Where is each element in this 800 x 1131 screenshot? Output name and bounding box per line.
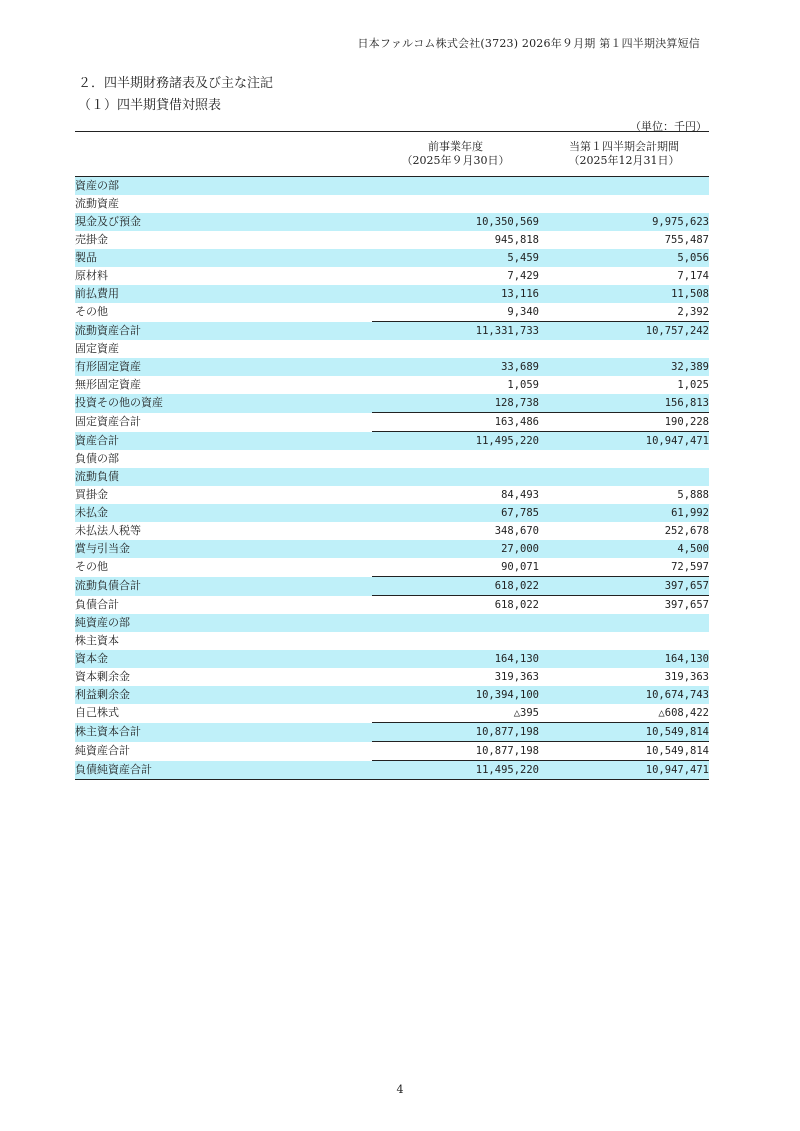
row-label: 流動負債合計 (75, 577, 372, 596)
value-curr: 7,174 (677, 270, 709, 282)
value-curr (539, 195, 709, 213)
table-row (75, 468, 709, 486)
value-prev: 945,818 (494, 234, 539, 246)
table-row (75, 486, 709, 504)
table-row (75, 650, 709, 668)
row-label: 未払金 (75, 504, 372, 522)
table-row (75, 195, 709, 213)
value-curr: △608,422 (658, 707, 709, 719)
row-label: 利益剰余金 (75, 686, 372, 704)
table-row (75, 504, 709, 522)
value-prev (372, 340, 539, 358)
row-label: 負債合計 (75, 597, 119, 611)
value-curr: 164,130 (539, 650, 709, 668)
table-row (75, 249, 709, 267)
value-prev (372, 450, 539, 468)
value-prev: 11,495,220 (372, 761, 539, 780)
unit-label: （単位：千円） (630, 120, 707, 133)
row-label: 負債純資産合計 (75, 761, 372, 780)
value-prev: 10,394,100 (372, 686, 539, 704)
table-row (75, 704, 709, 723)
table-row (75, 522, 709, 540)
value-curr: 32,389 (539, 358, 709, 376)
table-row (75, 231, 709, 249)
value-prev (372, 614, 539, 632)
value-curr (539, 632, 709, 650)
column-date-prev: （2025年９月30日） (401, 154, 510, 167)
value-curr (539, 177, 709, 196)
table-row (75, 450, 709, 468)
value-curr: 10,947,471 (539, 761, 709, 780)
page-number: 4 (396, 1083, 404, 1096)
row-label: 流動資産合計 (75, 322, 372, 341)
value-prev: 13,116 (372, 285, 539, 303)
column-date-curr: （2025年12月31日） (568, 154, 680, 167)
value-curr: 10,674,743 (539, 686, 709, 704)
value-curr (539, 340, 709, 358)
table-row (75, 742, 709, 761)
value-curr: 10,757,242 (539, 322, 709, 341)
value-prev: 84,493 (501, 489, 539, 501)
value-curr: 397,657 (539, 596, 709, 615)
subsection-title: （１）四半期貸借対照表 (78, 98, 222, 113)
row-label: 固定資産合計 (75, 415, 141, 428)
table-row (75, 177, 709, 196)
document-header: 日本ファルコム株式会社(3723) 2026年９月期 第１四半期決算短信 (357, 37, 700, 50)
row-label: 負債の部 (75, 452, 119, 465)
row-label: 未払法人税等 (75, 524, 141, 537)
value-curr: 397,657 (539, 577, 709, 596)
value-prev: 618,022 (372, 577, 539, 596)
row-label: 株主資本合計 (75, 723, 372, 742)
row-label: 固定資産 (75, 342, 119, 355)
row-label: 資産の部 (75, 177, 372, 196)
value-prev: 348,670 (494, 525, 539, 537)
row-label: 無形固定資産 (75, 378, 141, 391)
column-title-curr: 当第１四半期会計期間 (569, 140, 679, 153)
value-prev (372, 632, 539, 650)
value-curr: 755,487 (664, 234, 709, 246)
row-label: 買掛金 (75, 488, 108, 501)
table-row (75, 761, 709, 780)
value-prev: 5,459 (372, 249, 539, 267)
table-row (75, 340, 709, 358)
value-prev: 33,689 (372, 358, 539, 376)
row-label: その他 (75, 305, 108, 319)
value-curr: 11,508 (539, 285, 709, 303)
row-label: 純資産の部 (75, 614, 372, 632)
table-row (75, 686, 709, 704)
row-label: 資産合計 (75, 432, 372, 451)
row-label: 製品 (75, 249, 372, 267)
table-row (75, 596, 709, 615)
value-prev: 27,000 (372, 540, 539, 558)
row-label: 売掛金 (75, 233, 108, 246)
value-prev: 9,340 (507, 306, 539, 318)
value-curr: 5,888 (677, 489, 709, 501)
value-curr (539, 468, 709, 486)
value-curr: 61,992 (539, 504, 709, 522)
value-prev: 1,059 (507, 379, 539, 391)
table-row (75, 358, 709, 376)
row-label: 資本剰余金 (75, 670, 130, 683)
column-title-prev: 前事業年度 (428, 140, 483, 153)
value-prev: 10,877,198 (372, 723, 539, 742)
table-row (75, 577, 709, 596)
table-row (75, 723, 709, 742)
row-label: 賞与引当金 (75, 540, 372, 558)
value-prev: △395 (513, 707, 539, 719)
value-prev: 164,130 (372, 650, 539, 668)
row-label: 前払費用 (75, 285, 372, 303)
section-title: ２．四半期財務諸表及び主な注記 (78, 76, 274, 91)
column-header-prev (372, 132, 539, 177)
table-row (75, 540, 709, 558)
value-curr: 10,947,471 (539, 432, 709, 451)
value-curr: 9,975,623 (539, 213, 709, 231)
table-row (75, 376, 709, 394)
table-row (75, 558, 709, 577)
row-label: 純資産合計 (75, 744, 130, 757)
value-curr: 319,363 (664, 671, 709, 683)
table-row (75, 285, 709, 303)
table-row (75, 394, 709, 413)
table-row (75, 432, 709, 451)
value-curr: 10,549,814 (539, 723, 709, 742)
table-row (75, 413, 709, 432)
value-prev: 11,331,733 (372, 322, 539, 341)
value-prev: 11,495,220 (372, 432, 539, 451)
row-label: 自己株式 (75, 706, 119, 720)
value-prev: 128,738 (372, 394, 539, 413)
value-prev (372, 177, 539, 196)
table-row (75, 322, 709, 341)
row-label: 有形固定資産 (75, 358, 372, 376)
header-label-cell (75, 132, 372, 177)
value-prev (372, 468, 539, 486)
row-label: その他 (75, 560, 108, 574)
table-row (75, 267, 709, 285)
table-row (75, 213, 709, 231)
table-body (75, 177, 709, 780)
row-label: 流動負債 (75, 468, 372, 486)
value-curr: 1,025 (677, 379, 709, 391)
value-prev: 7,429 (507, 270, 539, 282)
value-curr: 252,678 (664, 525, 709, 537)
value-prev (372, 195, 539, 213)
value-curr: 72,597 (671, 561, 709, 573)
balance-sheet-table (75, 131, 709, 780)
value-prev: 618,022 (372, 596, 539, 615)
row-label: 資本金 (75, 650, 372, 668)
table-row (75, 668, 709, 686)
row-label: 現金及び預金 (75, 213, 372, 231)
value-prev: 67,785 (372, 504, 539, 522)
value-curr: 4,500 (539, 540, 709, 558)
table-header-row (75, 132, 709, 177)
table-row (75, 632, 709, 650)
value-curr: 5,056 (539, 249, 709, 267)
value-curr (539, 614, 709, 632)
value-curr: 10,549,814 (539, 742, 709, 761)
value-prev: 90,071 (501, 561, 539, 573)
value-curr: 2,392 (677, 306, 709, 318)
table-row (75, 614, 709, 632)
row-label: 原材料 (75, 269, 108, 282)
column-header-curr (539, 132, 709, 177)
value-prev: 163,486 (372, 413, 539, 432)
value-prev: 10,350,569 (372, 213, 539, 231)
row-label: 投資その他の資産 (75, 394, 372, 413)
table-row (75, 303, 709, 322)
value-prev: 319,363 (494, 671, 539, 683)
value-prev: 10,877,198 (372, 742, 539, 761)
value-curr: 190,228 (539, 413, 709, 432)
row-label: 株主資本 (75, 634, 119, 647)
value-curr (539, 450, 709, 468)
row-label: 流動資産 (75, 197, 119, 210)
value-curr: 156,813 (539, 394, 709, 413)
